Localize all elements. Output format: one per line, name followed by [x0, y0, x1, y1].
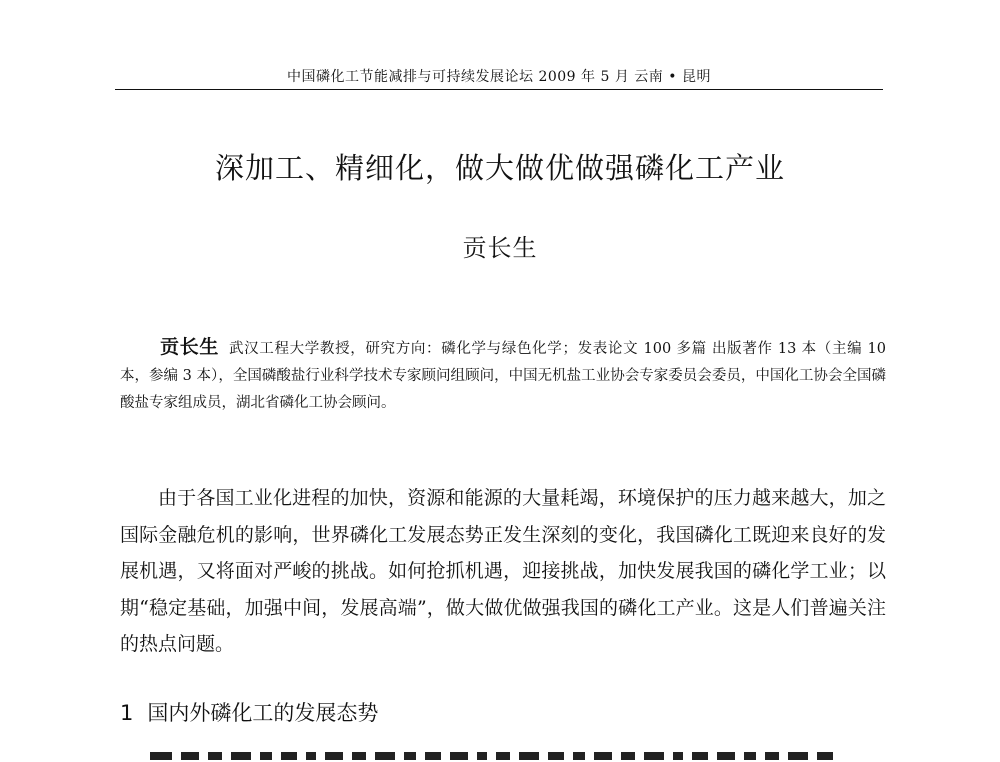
header-rule: [115, 89, 883, 90]
bio-name: 贡长生: [160, 336, 219, 358]
article-author: 贡长生: [462, 234, 538, 262]
running-header: 中国磷化工节能减排与可持续发展论坛 2009 年 5 月 云南 • 昆明: [287, 69, 711, 85]
section-heading: [120, 697, 378, 727]
intro-paragraph: 由于各国工业化进程的加快，资源和能源的大量耗竭，环境保护的压力越来越大，加之国际金融危机的影响，世界磷化工发展态势正发生深刻的变化，我国磷化工既迎来良好的发展机遇，又将面对严峻的挑战。如何抢抓机遇，迎接挑战，加快发展我国的磷化学工业；以期“稳定基础，加强中间，发展高端”，做大做优做强我国的磷化工产业。这是人们普遍关注的热点问题。: [120, 487, 886, 655]
article-title: 深加工、精细化，做大做优做强磷化工产业: [214, 151, 785, 185]
author-bio: [120, 334, 886, 417]
section-number: 1: [120, 701, 134, 725]
section-title: 国内外磷化工的发展态势: [147, 701, 379, 725]
bio-text: 武汉工程大学教授，研究方向：磷化学与绿色化学；发表论文 100 多篇 出版著作 13 本（主编 10 本，参编 3 本），全国磷酸盐行业科学技术专家顾问组顾问，中国无机盐工业协会专家委员会委员，中国化工协会全国磷酸盐专家组成员，湖北省磷化工协会顾问。: [120, 341, 886, 411]
cut-off-text-line: [150, 752, 880, 762]
